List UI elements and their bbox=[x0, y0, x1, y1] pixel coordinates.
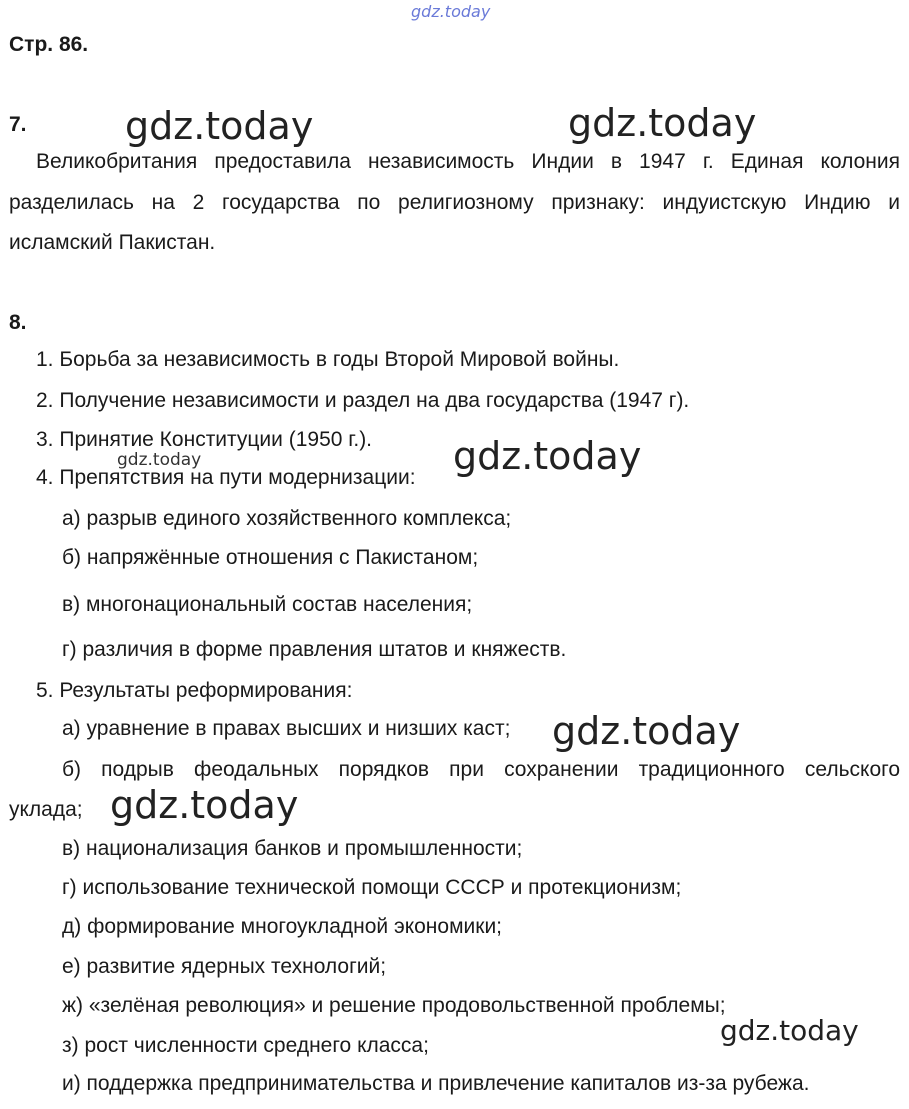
list-item: 1. Борьба за независимость в годы Второй Мировой войны. bbox=[36, 348, 620, 371]
list-item: 3. Принятие Конституции (1950 г.). bbox=[36, 428, 373, 451]
page-header: Стр. 86. bbox=[9, 33, 89, 56]
list-item: 4. Препятствия на пути модернизации: bbox=[36, 466, 416, 489]
watermark-small: gdz.today bbox=[117, 450, 202, 470]
task7-line2: разделилась на 2 государства по религиозному признаку: индуистскую Индию и bbox=[9, 191, 900, 214]
sub-list-item: е) развитие ядерных технологий; bbox=[62, 955, 387, 978]
task-number-7: 7. bbox=[9, 113, 27, 136]
sub-list-item-continuation: уклада; bbox=[9, 798, 83, 821]
watermark: gdz.today bbox=[453, 434, 642, 478]
watermark: gdz.today bbox=[125, 104, 314, 148]
sub-list-item: ж) «зелёная революция» и решение продовольственной проблемы; bbox=[62, 994, 726, 1017]
sub-list-item: з) рост численности среднего класса; bbox=[62, 1034, 429, 1057]
sub-list-item: г) различия в форме правления штатов и княжеств. bbox=[62, 638, 567, 661]
task7-line3: исламский Пакистан. bbox=[9, 231, 216, 254]
sub-list-item: г) использование технической помощи СССР и протекционизм; bbox=[62, 876, 682, 899]
list-item: 5. Результаты реформирования: bbox=[36, 679, 353, 702]
watermark: gdz.today bbox=[110, 783, 299, 827]
sub-list-item: б) напряжённые отношения с Пакистаном; bbox=[62, 546, 479, 569]
task-number-8: 8. bbox=[9, 311, 27, 334]
watermark: gdz.today bbox=[552, 709, 741, 753]
sub-list-item: д) формирование многоукладной экономики; bbox=[62, 915, 503, 938]
task7-line1: Великобритания предоставила независимость Индии в 1947 г. Единая колония bbox=[36, 150, 900, 173]
list-item: 2. Получение независимости и раздел на два государства (1947 г). bbox=[36, 389, 690, 412]
watermark-top: gdz.today bbox=[411, 2, 491, 21]
sub-list-item: в) национализация банков и промышленности; bbox=[62, 837, 523, 860]
watermark: gdz.today bbox=[568, 101, 757, 145]
sub-list-item: а) разрыв единого хозяйственного комплекса; bbox=[62, 507, 512, 530]
sub-list-item: в) многонациональный состав населения; bbox=[62, 593, 473, 616]
sub-list-item: а) уравнение в правах высших и низших каст; bbox=[62, 717, 511, 740]
sub-list-item: б) подрыв феодальных порядков при сохранении традиционного сельского bbox=[62, 758, 900, 781]
sub-list-item: и) поддержка предпринимательства и привлечение капиталов из-за рубежа. bbox=[62, 1072, 810, 1095]
watermark-medium: gdz.today bbox=[720, 1014, 859, 1047]
